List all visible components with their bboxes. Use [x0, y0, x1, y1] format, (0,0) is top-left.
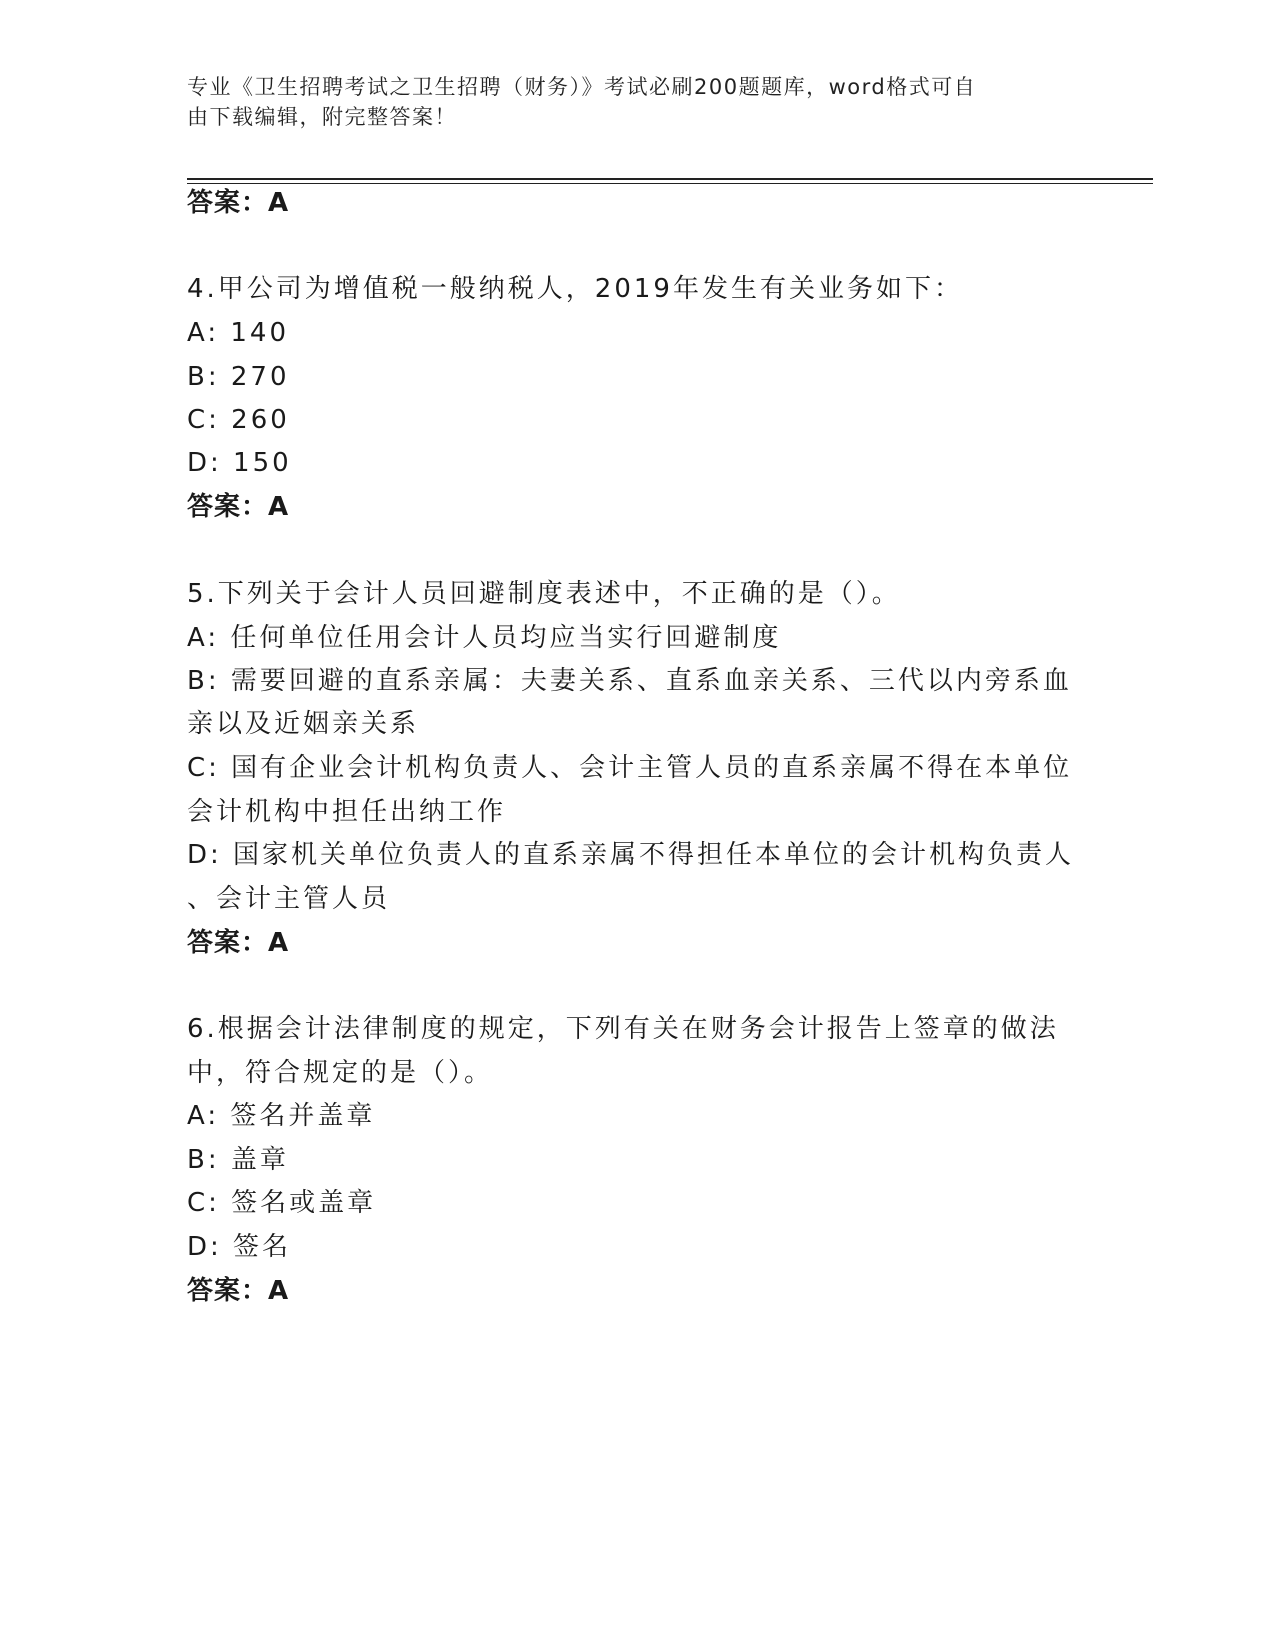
question-4-option-a: A: 140	[187, 318, 289, 348]
question-6-option-a: A: 签名并盖章	[187, 1101, 376, 1131]
question-4-option-b: B: 270	[187, 362, 290, 392]
question-5-option-c-cont: 会计机构中担任出纳工作	[187, 797, 507, 827]
question-5-option-d-cont: 、会计主管人员	[187, 884, 391, 914]
header-divider-thick	[187, 178, 1153, 180]
question-6-option-b: B: 盖章	[187, 1145, 289, 1175]
question-6-option-c: C: 签名或盖章	[187, 1188, 377, 1218]
question-5-stem: 5.下列关于会计人员回避制度表述中，不正确的是（）。	[187, 579, 901, 609]
document-header	[187, 72, 1067, 132]
question-5-option-b-cont: 亲以及近姻亲关系	[187, 709, 420, 739]
question-4-answer: 答案：A	[187, 492, 290, 522]
question-5-option-d: D: 国家机关单位负责人的直系亲属不得担任本单位的会计机构负责人	[187, 840, 1075, 870]
question-5-option-c: C: 国有企业会计机构负责人、会计主管人员的直系亲属不得在本单位	[187, 753, 1073, 783]
question-5-option-b: B: 需要回避的直系亲属：夫妻关系、直系血亲关系、三代以内旁系血	[187, 666, 1072, 696]
question-5-answer: 答案：A	[187, 928, 290, 958]
question-4-stem: 4.甲公司为增值税一般纳税人，2019年发生有关业务如下：	[187, 274, 963, 304]
question-5-option-a: A: 任何单位任用会计人员均应当实行回避制度	[187, 623, 782, 653]
question-6-option-d: D: 签名	[187, 1232, 292, 1262]
header-line-2: 由下载编辑，附完整答案！	[187, 105, 457, 129]
header-divider-thin	[187, 183, 1153, 184]
question-4-option-c: C: 260	[187, 405, 290, 435]
question-6-answer: 答案：A	[187, 1276, 290, 1306]
header-line-1: 专业《卫生招聘考试之卫生招聘（财务）》考试必刷200题题库，word格式可自	[187, 75, 977, 99]
question-4-option-d: D: 150	[187, 448, 292, 478]
question-6-stem-cont: 中，符合规定的是（）。	[187, 1058, 494, 1088]
question-6-stem: 6.根据会计法律制度的规定，下列有关在财务会计报告上签章的做法	[187, 1014, 1059, 1044]
previous-answer: 答案：A	[187, 188, 290, 218]
